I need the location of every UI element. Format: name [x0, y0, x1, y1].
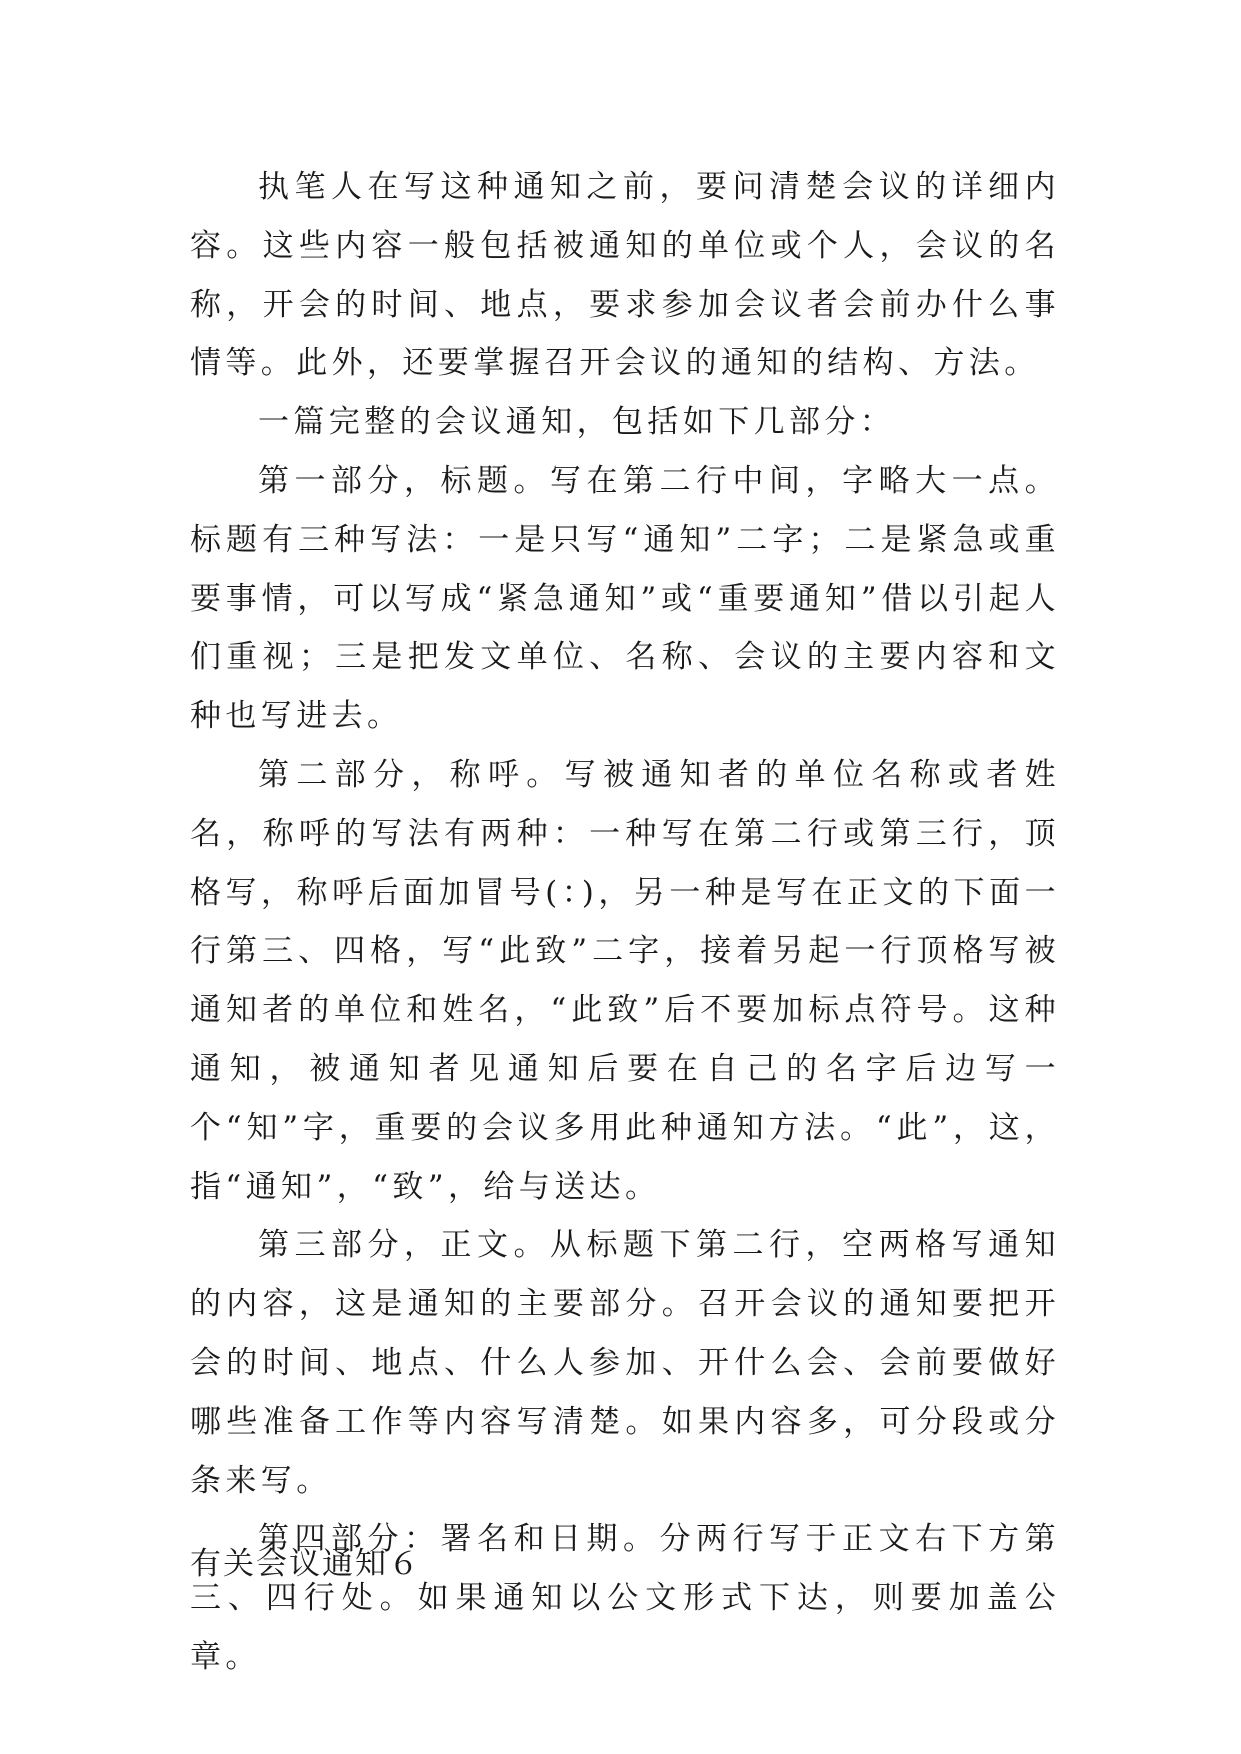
paragraph-parts-intro: 一篇完整的会议通知，包括如下几部分： — [258, 404, 896, 441]
paragraph-part-two-salutation: 第二部分，称呼。写被通知者的单位名称或者姓名，称呼的写法有两种：一种写在第二行或第三行，顶格写，称呼后面加冒号(：)，另一种是写在正文的下面一行第三、四格，写“此致”二字，接着另起一行顶格写被通知者的单位和姓名，“此致”后不要加标点符号。这种通知，被通知者见通知后要在自己的名字后边写一个“知”字，重要的会议多用此种通知方法。“此”，这，指“通知”，“致”，给与送达。 — [190, 756, 1060, 1205]
section-heading: 有关会议通知６ — [190, 1546, 421, 1582]
paragraph-part-three-body: 第三部分，正文。从标题下第二行，空两格写通知的内容，这是通知的主要部分。召开会议的通知要把开会的时间、地点、什么人参加、开什么会、会前要做好哪些准备工作等内容写清楚。如果内容多，可分段或分条来写。 — [190, 1227, 1060, 1499]
paragraph-part-one-title: 第一部分，标题。写在第二行中间，字略大一点。标题有三种写法：一是只写“通知”二字；二是紧急或重要事情，可以写成“紧急通知”或“重要通知”借以引起人们重视；三是把发文单位、名称、会议的主要内容和文种也写进去。 — [190, 462, 1060, 735]
body-text — [190, 158, 1060, 1687]
paragraph-preparation: 执笔人在写这种通知之前，要问清楚会议的详细内容。这些内容一般包括被通知的单位或个人，会议的名称，开会的时间、地点，要求参加会议者会前办什么事情等。此外，还要掌握召开会议的通知的结构、方法。 — [190, 169, 1060, 382]
paragraph-part-four-signature: 第四部分：署名和日期。分两行写于正文右下方第三、四行处。如果通知以公文形式下达，则要加盖公章。 — [190, 1521, 1060, 1675]
